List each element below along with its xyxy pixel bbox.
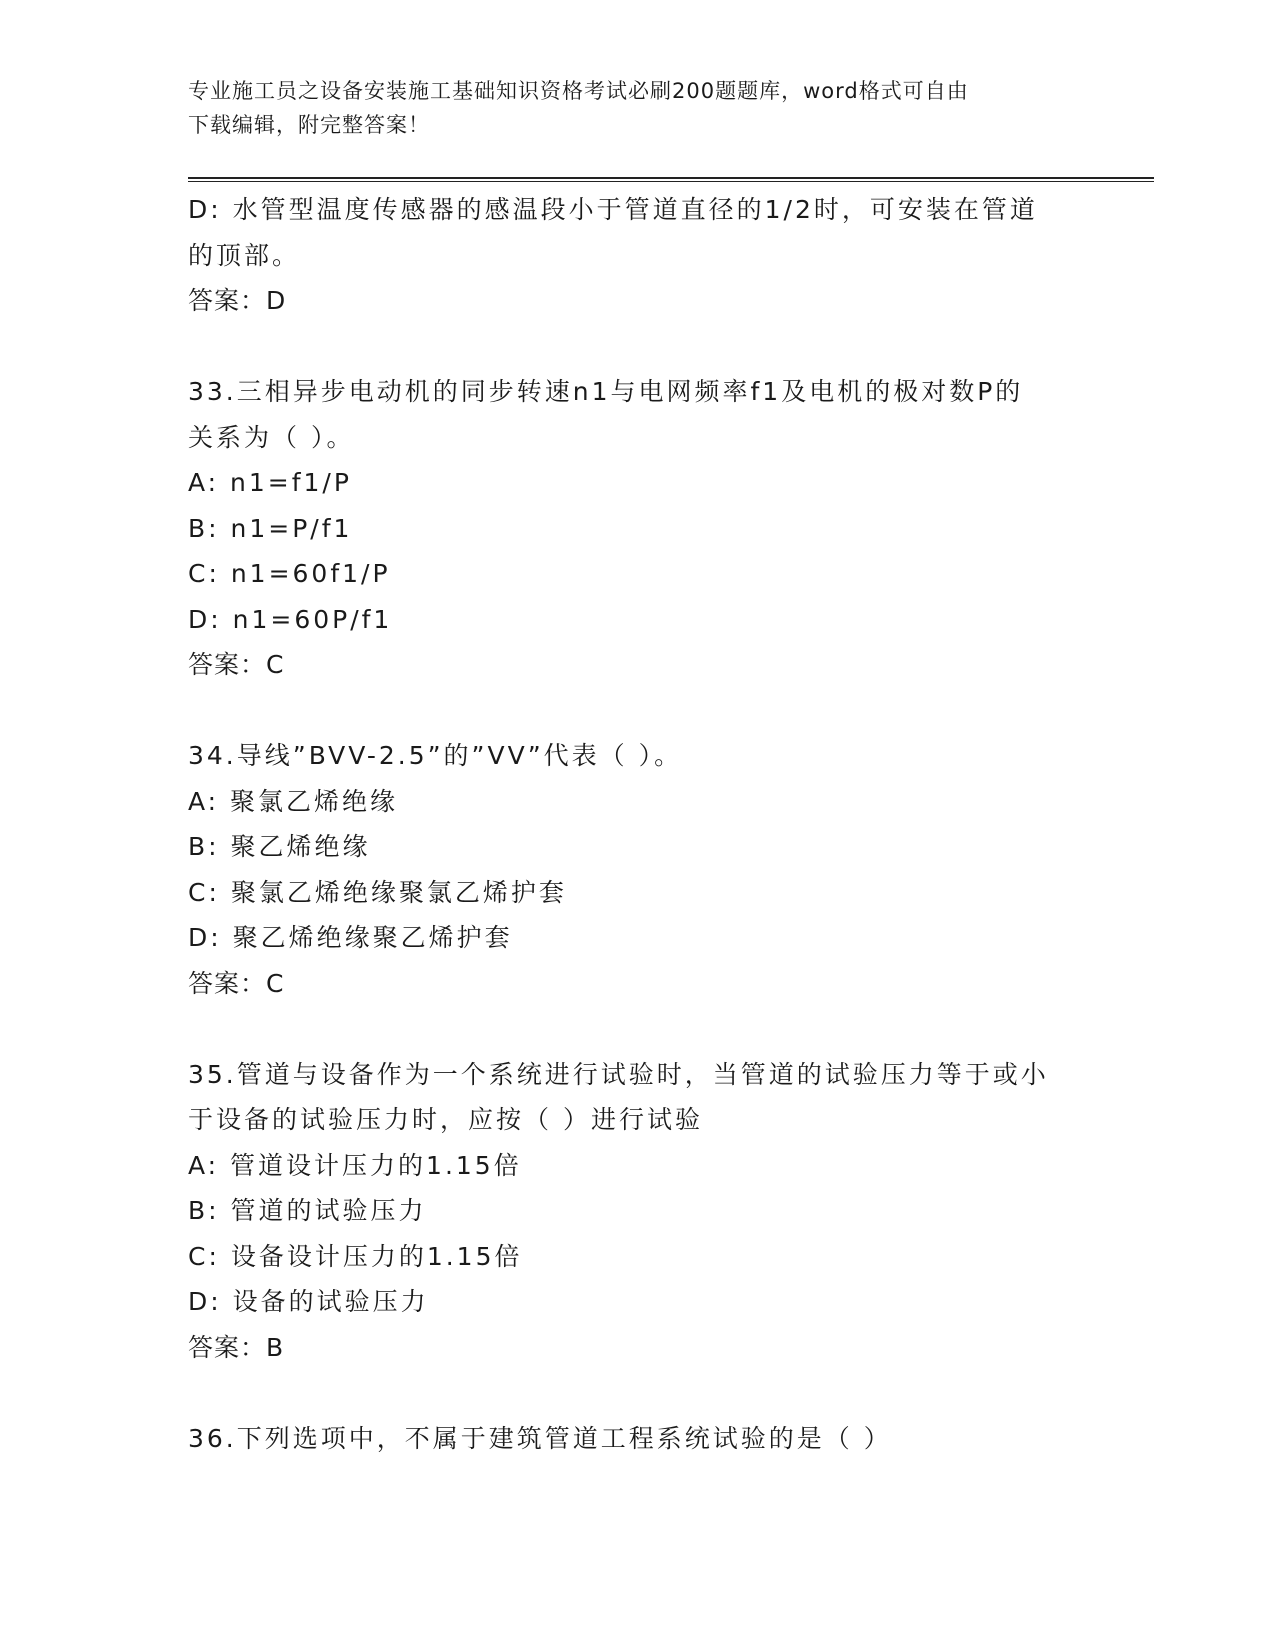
q33-stem-line-2: 关系为（ ）。 [188, 422, 355, 452]
q33-option-d: D: n1=60P/f1 [188, 604, 393, 634]
prev-option-d-line-1: D: 水管型温度传感器的感温段小于管道直径的1/2时，可安装在管道 [188, 195, 1038, 224]
q34-option-c: C: 聚氯乙烯绝缘聚氯乙烯护套 [188, 877, 567, 907]
q35-option-a: A: 管道设计压力的1.15倍 [188, 1150, 522, 1180]
q34-option-a: A: 聚氯乙烯绝缘 [188, 786, 399, 816]
page-header [188, 74, 1068, 142]
q35-option-b: B: 管道的试验压力 [188, 1196, 427, 1225]
header-line-1: 专业施工员之设备安装施工基础知识资格考试必刷200题题库，word格式可自由 [188, 79, 969, 103]
header-line-2: 下载编辑，附完整答案！ [188, 113, 430, 137]
q35-stem-line-1: 35.管道与设备作为一个系统进行试验时，当管道的试验压力等于或小 [188, 1059, 1049, 1089]
q34-answer: 答案：C [188, 968, 285, 998]
q35-option-c: C: 设备设计压力的1.15倍 [188, 1241, 523, 1271]
prev-answer: 答案：D [188, 286, 287, 315]
header-divider [188, 177, 1154, 182]
q35-option-d: D: 设备的试验压力 [188, 1287, 429, 1316]
prev-option-d-line-2: 的顶部。 [188, 240, 301, 270]
q33-option-c: C: n1=60f1/P [188, 559, 391, 588]
q36-stem-line-1: 36.下列选项中，不属于建筑管道工程系统试验的是（ ） [188, 1423, 892, 1453]
spacer [188, 1370, 1088, 1416]
q33-option-a: A: n1=f1/P [188, 468, 352, 497]
spacer [188, 1006, 1088, 1052]
q33-option-b: B: n1=P/f1 [188, 513, 353, 543]
spacer [188, 324, 1088, 370]
question-content [188, 187, 1088, 1461]
spacer [188, 688, 1088, 734]
q34-option-d: D: 聚乙烯绝缘聚乙烯护套 [188, 923, 513, 952]
q35-stem-line-2: 于设备的试验压力时，应按（ ）进行试验 [188, 1105, 703, 1134]
q34-stem-line-1: 34.导线”BVV-2.5”的”VV”代表（ ）。 [188, 741, 683, 770]
q33-stem-line-1: 33.三相异步电动机的同步转速n1与电网频率f1及电机的极对数P的 [188, 377, 1024, 406]
q34-option-b: B: 聚乙烯绝缘 [188, 832, 371, 861]
q33-answer: 答案：C [188, 650, 285, 679]
q35-answer: 答案：B [188, 1332, 285, 1362]
